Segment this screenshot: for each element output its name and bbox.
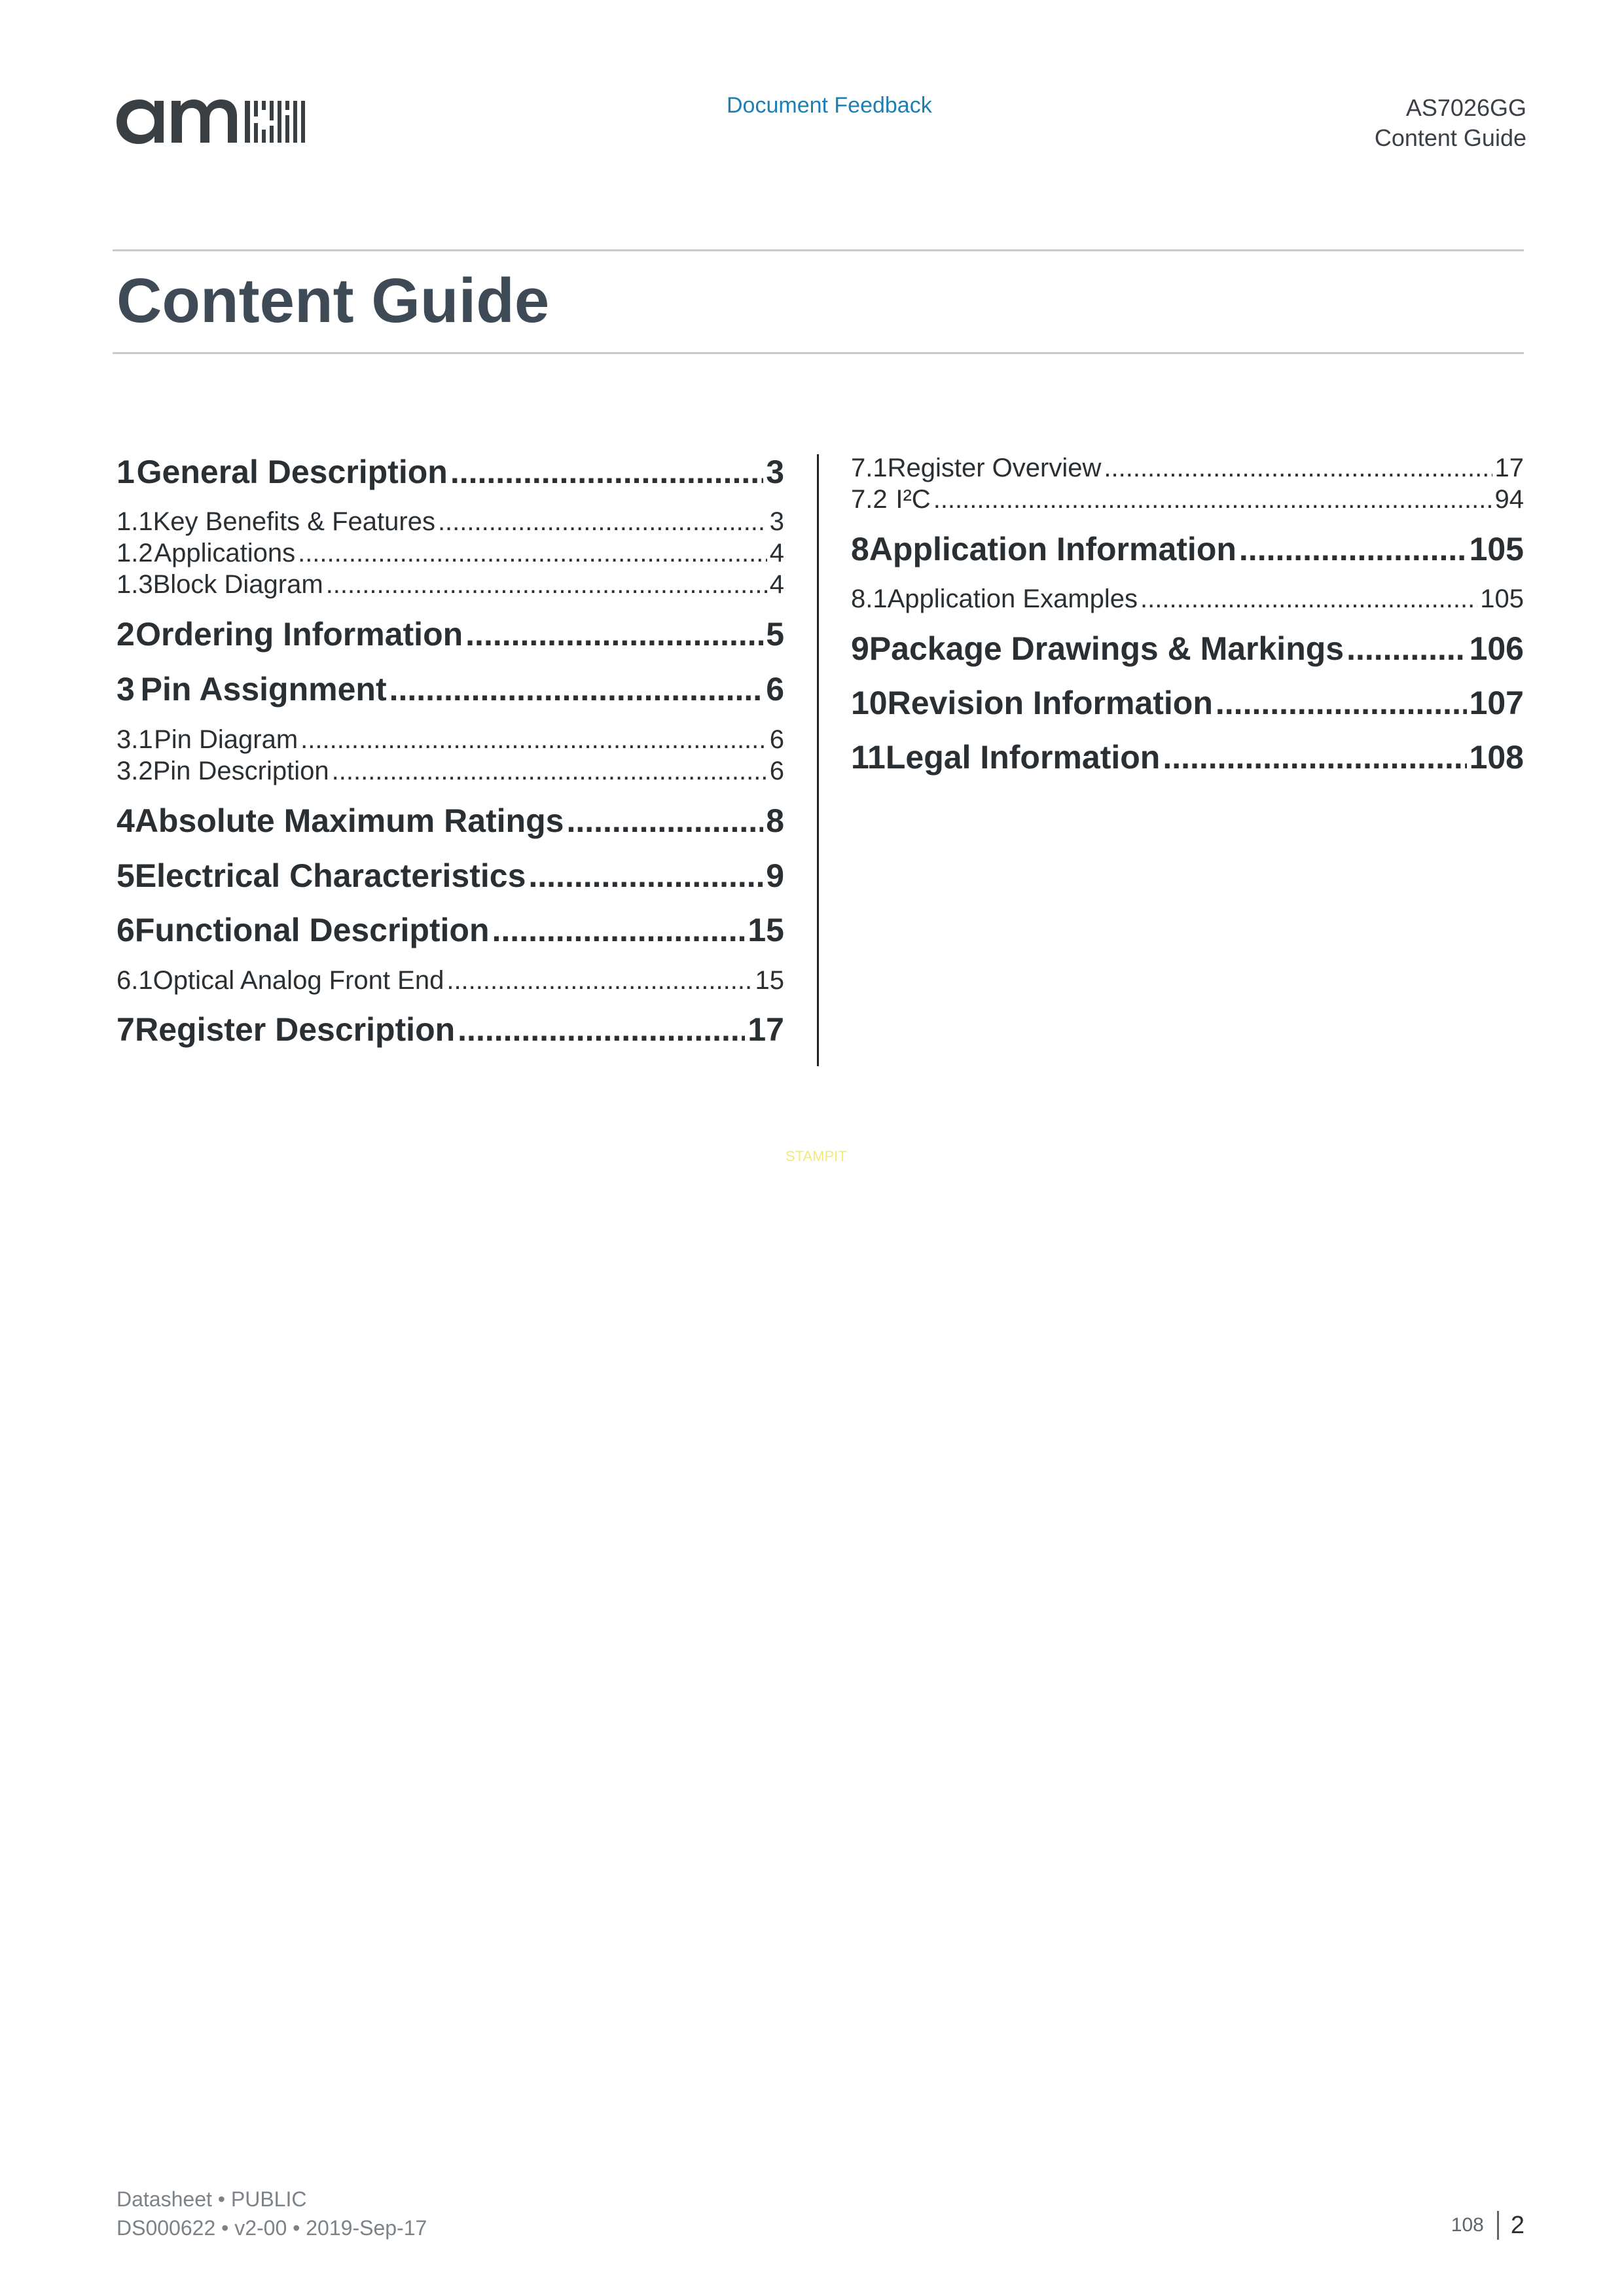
title-top-rule (113, 249, 1524, 251)
toc-entry-1-2[interactable]: 1.2 Applications ..... 4 (117, 539, 784, 570)
document-feedback-link[interactable]: Document Feedback (727, 93, 932, 118)
footer-doc-id: DS000622 • v2-00 • 2019-Sep-17 (117, 2216, 427, 2240)
watermark-stamp: STAMPIT (785, 1148, 847, 1164)
footer-pagination (1451, 2211, 1525, 2240)
toc-entry-7-2[interactable]: 7.2 I²C ..... 94 (851, 485, 1524, 516)
toc-entry-5[interactable]: 5 Electrical Characteristics ..... 9 (117, 857, 784, 896)
toc-entry-2[interactable]: 2 Ordering Information ..... 5 (117, 615, 784, 655)
toc-entry-4[interactable]: 4 Absolute Maximum Ratings ..... 8 (117, 802, 784, 841)
toc-entry-9[interactable]: 9 Package Drawings & Markings ..... 106 (851, 630, 1524, 669)
toc-entry-7-1[interactable]: 7.1 Register Overview ..... 17 (851, 454, 1524, 485)
header-meta (1375, 93, 1526, 153)
toc-entry-10[interactable]: 10 Revision Information ..... 107 (851, 684, 1524, 723)
toc-entry-11[interactable]: 11 Legal Information ..... 108 (851, 738, 1524, 778)
pagination-separator (1497, 2211, 1499, 2240)
ams-logo-mark (117, 96, 312, 148)
page-number: 2 (1510, 2211, 1525, 2239)
column-divider (817, 454, 819, 1066)
total-pages: 108 (1451, 2214, 1484, 2236)
toc-entry-8-1[interactable]: 8.1 Application Examples ..... 105 (851, 584, 1524, 616)
section-name: Content Guide (1374, 124, 1526, 151)
title-bottom-rule (113, 352, 1524, 354)
toc-entry-1[interactable]: 1 General Description ..... 3 (117, 453, 784, 492)
page-title: Content Guide (117, 266, 550, 336)
toc-entry-3-1[interactable]: 3.1 Pin Diagram ..... 6 (117, 725, 784, 757)
toc-entry-8[interactable]: 8 Application Information ..... 105 (851, 530, 1524, 569)
toc-entry-1-1[interactable]: 1.1 Key Benefits & Features ..... 3 (117, 507, 784, 539)
toc-entry-7[interactable]: 7 Register Description ..... 17 (117, 1011, 784, 1050)
product-name: AS7026GG (1405, 94, 1526, 121)
toc-entry-3[interactable]: 3 Pin Assignment ..... 6 (117, 670, 784, 709)
footer-classification: Datasheet • PUBLIC (117, 2187, 307, 2211)
toc-entry-6-1[interactable]: 6.1 Optical Analog Front End ..... 15 (117, 966, 784, 997)
toc-entry-6[interactable]: 6 Functional Description ..... 15 (117, 911, 784, 950)
toc-entry-1-3[interactable]: 1.3 Block Diagram ..... 4 (117, 570, 784, 601)
footer-doc-info (117, 2185, 427, 2242)
toc-entry-3-2[interactable]: 3.2 Pin Description ..... 6 (117, 757, 784, 788)
ams-logo (117, 96, 312, 151)
